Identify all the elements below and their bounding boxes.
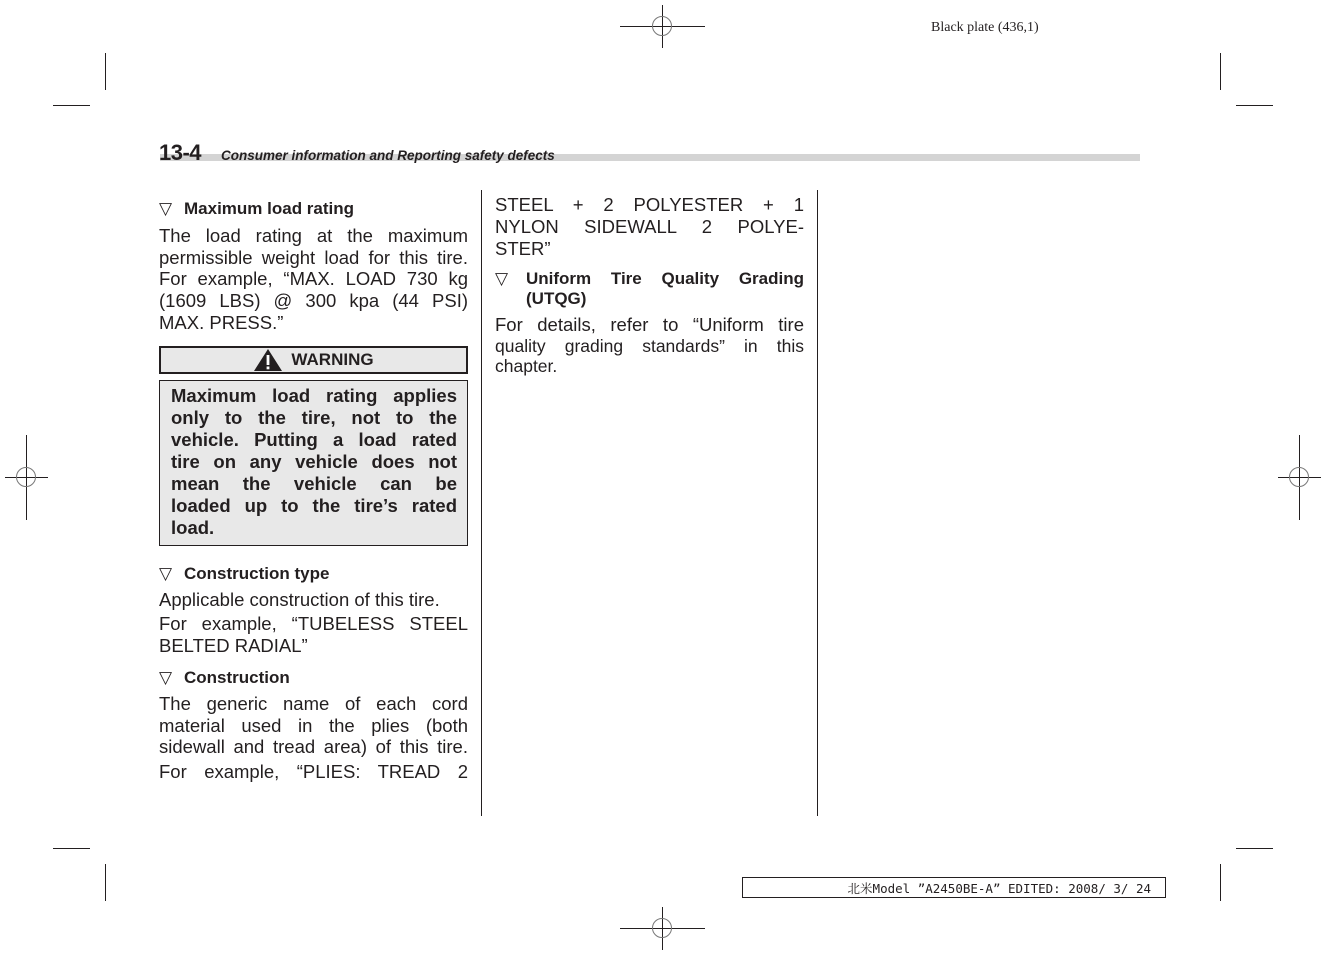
- section-triangle-icon: ▽: [495, 269, 509, 289]
- crop-mark: [53, 848, 90, 849]
- construction-body: The generic name of each cord material used in the plies (both sidewall and tread area) of this tire. For example, “PLIES: TREAD 2: [159, 692, 468, 783]
- heading-text: (UTQG): [526, 289, 587, 309]
- construction-continued: STEEL + 2 POLYESTER + 1 NYLON SIDEWALL 2 POLYE- STER”: [495, 194, 804, 259]
- left-column: [159, 198, 468, 783]
- crop-mark: [53, 105, 90, 106]
- heading-text: Construction type: [184, 563, 330, 583]
- chapter-title: Consumer information and Reporting safety defects: [221, 148, 555, 163]
- column-divider: [481, 190, 482, 816]
- utqg-body: For details, refer to “Uniform tire quality grading standards” in this chapter.: [495, 314, 804, 377]
- middle-column: [495, 194, 804, 376]
- heading-text: Uniform Tire Quality Grading: [526, 269, 804, 289]
- crop-mark: [1236, 848, 1273, 849]
- section-heading-construction: [159, 667, 468, 689]
- warning-triangle-icon: [253, 348, 283, 372]
- section-triangle-icon: ▽: [159, 667, 173, 687]
- plate-label: Black plate (436,1): [931, 20, 1039, 35]
- crop-mark: [105, 864, 106, 901]
- construction-type-body: Applicable construction of this tire. For example, “TUBELESS STEEL BELTED RADIAL”: [159, 588, 468, 657]
- crop-mark: [1220, 53, 1221, 90]
- warning-body: Maximum load rating applies only to the tire, not to the vehicle. Putting a load rated tire on any vehicle does not mean the vehicle can be loaded up to the tire’s rated load.: [159, 380, 468, 546]
- warning-header: [159, 346, 468, 374]
- crop-mark: [105, 53, 106, 90]
- section-heading-construction-type: [159, 563, 468, 585]
- edit-stamp: 北米Model ”A2450BE-A” EDITED: 2008/ 3/ 24: [742, 877, 1166, 898]
- section-heading-max-load: [159, 198, 468, 220]
- max-load-body: The load rating at the maximum permissible weight load for this tire. For example, “MAX. LOAD 730 kg (1609 LBS) @ 300 kpa (44 PSI) MAX. PRESS.”: [159, 224, 468, 333]
- heading-text: Construction: [184, 667, 290, 687]
- crop-mark: [1236, 105, 1273, 106]
- page-number: 13-4: [159, 140, 202, 165]
- section-triangle-icon: ▽: [159, 563, 173, 583]
- column-divider: [817, 190, 818, 816]
- section-triangle-icon: ▽: [159, 199, 173, 218]
- heading-text: Maximum load rating: [184, 199, 355, 218]
- crop-mark: [1220, 864, 1221, 901]
- section-heading-utqg: [495, 269, 804, 309]
- warning-title: WARNING: [291, 349, 374, 369]
